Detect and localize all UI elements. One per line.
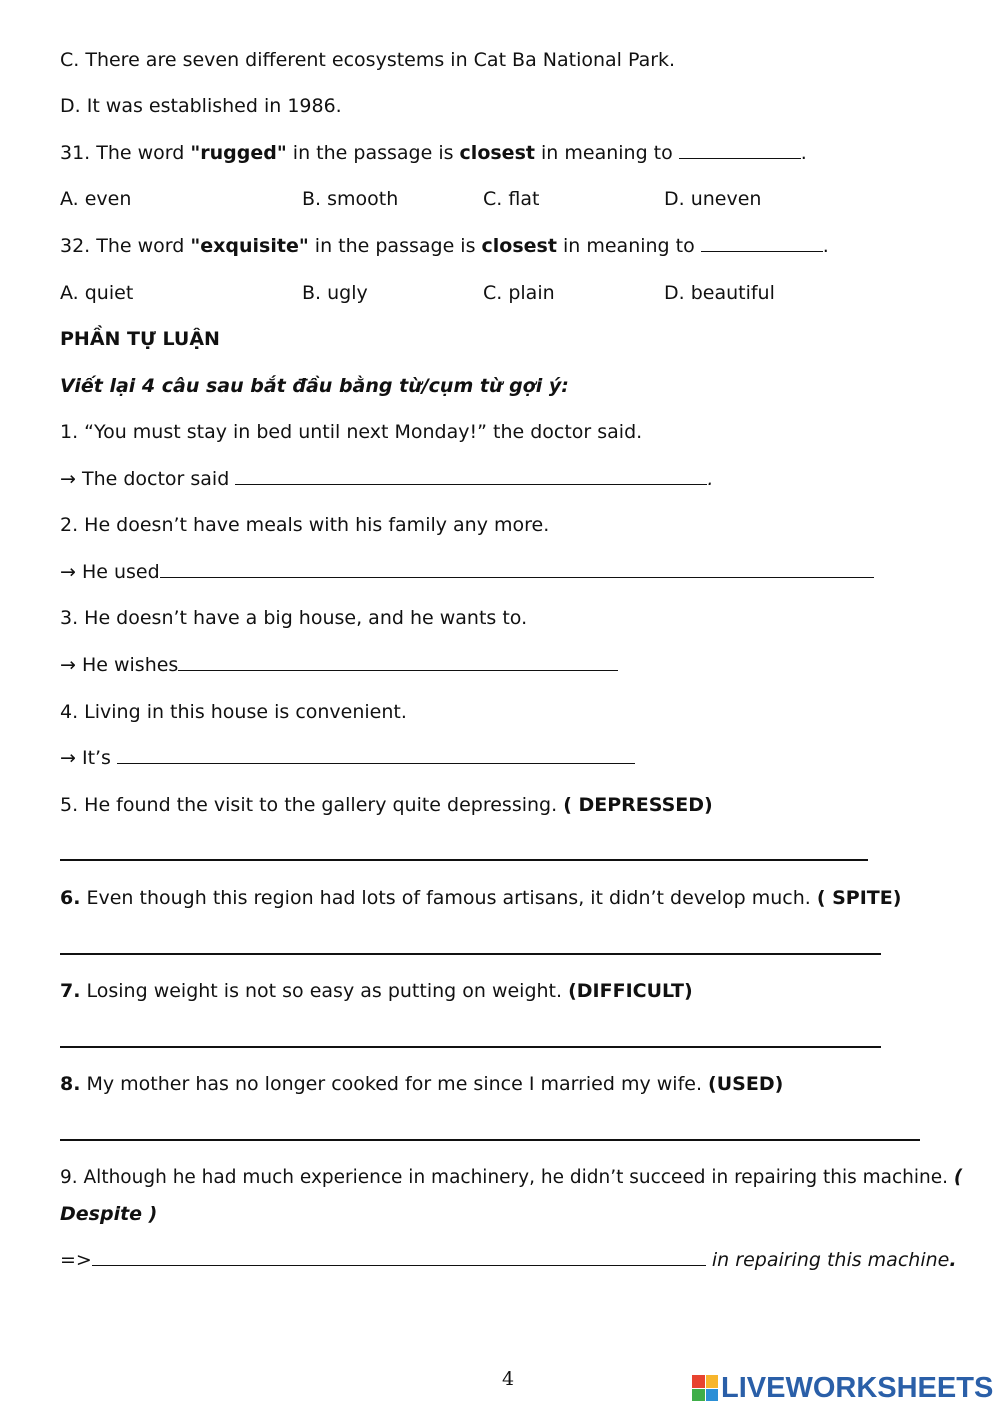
answer-9-end: . [949,1249,957,1271]
rewrite-sentence-6 [60,886,901,910]
answer-8-line[interactable] [60,1139,920,1141]
answer-9-blank[interactable] [92,1248,706,1266]
sentence-7-text: Losing weight is not so easy as putting on weight. [80,980,569,1002]
answer-2-prefix: → He used [60,561,160,583]
q32-post: in meaning to [556,235,701,257]
q32-pre: 32. The word [60,235,191,257]
rewrite-sentence-7 [60,979,693,1003]
q31-closest: closest [459,142,535,164]
q32-closest: closest [481,235,557,257]
q31-option-b[interactable]: B. smooth [302,188,399,210]
rewrite-sentence-3: 3. He doesn’t have a big house, and he wants to. [60,607,528,629]
q32-word: "exquisite" [190,235,309,257]
section-instruction: Viết lại 4 câu sau bắt đầu bằng từ/cụm từ gợi ý: [60,375,569,397]
liveworksheets-logo-text: LIVEWORKSHEETS [721,1371,994,1404]
rewrite-answer-3 [60,653,618,677]
q32-mid: in the passage is [308,235,482,257]
q32-option-d[interactable]: D. beautiful [664,282,775,304]
sentence-5-hint: ( DEPRESSED) [563,794,713,816]
rewrite-answer-9 [60,1248,957,1272]
answer-2-blank[interactable] [160,560,874,578]
answer-6-line[interactable] [60,953,881,955]
q31-end: . [800,142,807,164]
q31-pre: 31. The word [60,142,191,164]
sentence-7-hint: (DIFFICULT) [568,980,693,1002]
rewrite-answer-2 [60,560,874,584]
rewrite-answer-4 [60,746,635,770]
answer-3-blank[interactable] [178,653,618,671]
answer-7-line[interactable] [60,1046,881,1048]
q32-end: . [822,235,829,257]
answer-9-prefix: => [60,1249,92,1271]
q31-mid: in the passage is [286,142,460,164]
page-number: 4 [502,1368,515,1390]
answer-4-prefix: → It’s [60,747,117,769]
rewrite-sentence-8 [60,1072,783,1096]
rewrite-sentence-9 [60,1166,962,1190]
q32-option-b[interactable]: B. ugly [302,282,368,304]
q31-post: in meaning to [534,142,679,164]
rewrite-sentence-4: 4. Living in this house is convenient. [60,701,407,723]
sentence-9-hint-open: ( [953,1167,963,1188]
liveworksheets-logo-icon [692,1375,718,1401]
logo-square-4 [706,1389,719,1402]
answer-3-prefix: → He wishes [60,654,179,676]
q31-blank[interactable] [679,141,801,159]
logo-square-1 [692,1375,705,1388]
rewrite-answer-1 [60,467,713,491]
sentence-6-text: Even though this region had lots of famous artisans, it didn’t develop much. [80,887,817,909]
q31-word: "rugged" [190,142,287,164]
answer-9-suffix: in repairing this machine [711,1249,950,1271]
q32-option-a[interactable]: A. quiet [60,282,134,304]
answer-1-blank[interactable] [235,467,707,485]
sentence-6-number: 6. [60,887,81,909]
logo-square-2 [706,1375,719,1388]
sentence-8-text: My mother has no longer cooked for me since I married my wife. [80,1073,709,1095]
q31-option-c[interactable]: C. flat [483,188,540,210]
sentence-8-number: 8. [60,1073,81,1095]
answer-option-c: C. There are seven different ecosystems in Cat Ba National Park. [60,49,676,71]
q32-option-c[interactable]: C. plain [483,282,555,304]
answer-option-d: D. It was established in 1986. [60,95,342,117]
rewrite-sentence-1: 1. “You must stay in bed until next Monday!” the doctor said. [60,421,643,443]
answer-1-prefix: → The doctor said [60,468,236,490]
answer-1-end: . [707,468,714,490]
sentence-5-text: 5. He found the visit to the gallery quite depressing. [60,794,564,816]
answer-4-blank[interactable] [117,746,635,764]
liveworksheets-logo[interactable] [692,1373,993,1403]
answer-5-line[interactable] [60,859,868,861]
q31-option-d[interactable]: D. uneven [664,188,762,210]
sentence-9-hint: Despite ) [60,1203,158,1225]
question-32 [60,234,829,258]
rewrite-sentence-5 [60,793,713,817]
section-heading: PHẦN TỰ LUẬN [60,328,220,350]
question-31 [60,141,807,165]
rewrite-sentence-2: 2. He doesn’t have meals with his family any more. [60,514,550,536]
sentence-8-hint: (USED) [708,1073,784,1095]
sentence-6-hint: ( SPITE) [816,887,902,909]
sentence-7-number: 7. [60,980,81,1002]
sentence-9-text: 9. Although he had much experience in machinery, he didn’t succeed in repairing this machine. [60,1167,954,1188]
q32-blank[interactable] [701,234,823,252]
q31-option-a[interactable]: A. even [60,188,132,210]
logo-square-3 [692,1389,705,1402]
